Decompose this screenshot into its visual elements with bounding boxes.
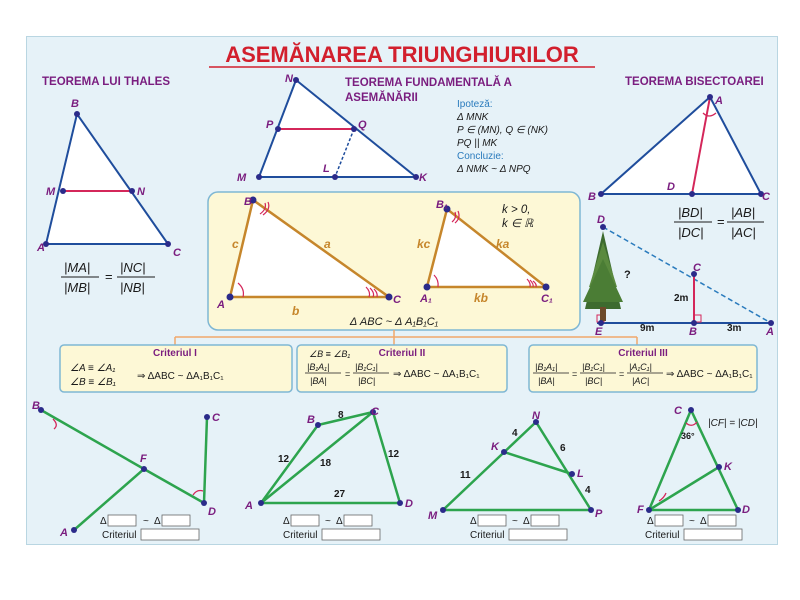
svg-text:|NC|: |NC|	[120, 260, 146, 275]
center-side-b: b	[292, 304, 300, 318]
svg-text:=: =	[717, 214, 725, 229]
fundamental-heading-1: TEOREMA FUNDAMENTALĂ A	[345, 77, 512, 89]
svg-text:Criteriul: Criteriul	[102, 530, 137, 541]
exercise-1-answer	[100, 515, 199, 541]
svg-text:Criteriul: Criteriul	[645, 530, 680, 541]
svg-text:D: D	[405, 498, 413, 510]
thales-label-m: M	[46, 186, 56, 198]
tree-height: 2m	[674, 293, 689, 304]
svg-text:Δ: Δ	[523, 516, 530, 527]
center-side-kb: kb	[474, 291, 489, 305]
svg-text:B: B	[32, 400, 40, 412]
fund-label-l: L	[323, 163, 330, 175]
svg-text:~: ~	[325, 516, 331, 527]
svg-text:B: B	[307, 414, 315, 426]
criteriul-3-title: Criteriul III	[618, 348, 668, 359]
svg-text:|NB|: |NB|	[120, 280, 145, 295]
thales-ratio	[61, 260, 155, 295]
center-label-b1: B₁	[436, 199, 448, 211]
ex1-answer-box-1[interactable]	[108, 515, 136, 526]
svg-text:D: D	[208, 506, 216, 518]
ex3-answer-box-1[interactable]	[478, 515, 506, 526]
svg-text:C: C	[371, 406, 379, 418]
tree-label-e: E	[595, 326, 603, 338]
svg-text:PQ || MK: PQ || MK	[457, 138, 498, 149]
center-label-c1: C₁	[541, 293, 553, 305]
bis-label-b: B	[588, 191, 596, 203]
exercise-3-answer	[470, 515, 567, 541]
svg-text:⇒ ΔABC ~ ΔA₁B₁C₁: ⇒ ΔABC ~ ΔA₁B₁C₁	[393, 369, 480, 380]
fund-label-q: Q	[358, 119, 367, 131]
thales-label-n: N	[137, 186, 145, 198]
svg-text:~: ~	[143, 516, 149, 527]
center-cond-2: k ∈ ℝ	[502, 218, 534, 230]
svg-text:Δ MNK: Δ MNK	[457, 112, 489, 123]
center-side-c: c	[232, 237, 239, 251]
svg-text:Δ: Δ	[470, 516, 477, 527]
center-relation: Δ ABC ~ Δ A₁B₁C₁	[349, 316, 439, 328]
svg-text:|AC|: |AC|	[731, 225, 756, 240]
svg-text:F: F	[637, 504, 644, 516]
poster	[26, 36, 778, 545]
svg-text:|BA|: |BA|	[310, 376, 327, 386]
svg-text:18: 18	[320, 458, 332, 469]
center-label-c: C	[393, 294, 401, 306]
bisector-heading: TEOREMA BISECTOAREI	[625, 76, 764, 88]
ex1-answer-box-2[interactable]	[162, 515, 190, 526]
center-label-a: A	[217, 299, 225, 311]
svg-text:K: K	[724, 461, 732, 473]
svg-text:|B₁A₁|: |B₁A₁|	[307, 362, 330, 372]
exercise-4-figure	[637, 405, 758, 516]
svg-text:=: =	[619, 369, 625, 379]
ex3-answer-box-2[interactable]	[531, 515, 559, 526]
center-cond-1: k > 0,	[502, 204, 531, 216]
svg-text:|AB|: |AB|	[731, 205, 756, 220]
svg-text:∠B ≡ ∠B₁: ∠B ≡ ∠B₁	[70, 377, 116, 388]
svg-text:Δ: Δ	[647, 516, 654, 527]
svg-text:⇒ ΔABC ~ ΔA₁B₁C₁: ⇒ ΔABC ~ ΔA₁B₁C₁	[666, 369, 753, 380]
svg-text:Δ: Δ	[154, 516, 161, 527]
svg-text:|DC|: |DC|	[678, 225, 704, 240]
svg-text:6: 6	[560, 443, 566, 454]
svg-text:Δ: Δ	[283, 516, 290, 527]
svg-text:L: L	[577, 468, 584, 480]
svg-text:K: K	[491, 441, 499, 453]
center-label-a1: A₁	[420, 293, 432, 305]
svg-text:|BC|: |BC|	[585, 376, 603, 386]
svg-text:Δ: Δ	[700, 516, 707, 527]
svg-text:Criteriul: Criteriul	[283, 530, 318, 541]
ex2-answer-box-1[interactable]	[291, 515, 319, 526]
tree-icon	[583, 231, 623, 321]
criteriul-2-title: Criteriul II	[378, 348, 426, 359]
criteriul-3-box	[529, 345, 757, 392]
svg-text:|BA|: |BA|	[538, 376, 555, 386]
svg-text:P ∈ (MN), Q ∈ (NK): P ∈ (MN), Q ∈ (NK)	[457, 125, 548, 136]
svg-text:|B₁C₁|: |B₁C₁|	[355, 362, 378, 372]
bis-label-a: A	[715, 95, 723, 107]
criteriul-1-box	[60, 345, 292, 392]
svg-text:|BC|: |BC|	[358, 376, 376, 386]
svg-text:Ipoteză:: Ipoteză:	[457, 99, 493, 110]
svg-text:=: =	[345, 369, 351, 379]
thales-label-a: A	[37, 242, 45, 254]
tree-dist-3: 3m	[727, 323, 742, 334]
ex4-answer-box-2[interactable]	[708, 515, 736, 526]
svg-text:⇒ ΔABC ~ ΔA₁B₁C₁: ⇒ ΔABC ~ ΔA₁B₁C₁	[137, 371, 224, 382]
exercise-2-figure	[244, 406, 413, 512]
ex3-criteriul-box[interactable]	[509, 529, 567, 540]
ex2-criteriul-box[interactable]	[322, 529, 380, 540]
svg-text:|MB|: |MB|	[64, 280, 91, 295]
tree-question: ?	[624, 269, 631, 281]
poster-title: ASEMĂNAREA TRIUNGHIURILOR	[225, 42, 579, 67]
ex4-answer-box-1[interactable]	[655, 515, 683, 526]
svg-text:|B₁C₁|: |B₁C₁|	[582, 362, 605, 372]
fund-label-n: N	[285, 73, 293, 85]
bisector-figure	[588, 94, 771, 203]
svg-text:|BD|: |BD|	[678, 205, 703, 220]
criteriul-2-box	[297, 345, 507, 392]
fundamental-hypothesis	[456, 99, 548, 175]
criteriul-1-title: Criteriul I	[153, 348, 197, 359]
exercise-2-answer	[283, 515, 380, 541]
svg-text:~: ~	[512, 516, 518, 527]
tree-label-a: A	[766, 326, 774, 338]
svg-text:A: A	[245, 500, 253, 512]
center-side-ka: ka	[496, 237, 510, 251]
svg-text:F: F	[140, 453, 147, 465]
svg-text:|CF| = |CD|: |CF| = |CD|	[708, 418, 758, 429]
center-side-kc: kc	[417, 237, 431, 251]
svg-text:A: A	[60, 527, 68, 539]
tree-label-d: D	[597, 214, 605, 226]
fund-label-p: P	[266, 119, 274, 131]
thales-label-c: C	[173, 247, 181, 259]
svg-text:8: 8	[338, 410, 344, 421]
svg-text:~: ~	[689, 516, 695, 527]
thales-heading: TEOREMA LUI THALES	[42, 76, 170, 88]
svg-text:∠A ≡ ∠A₁: ∠A ≡ ∠A₁	[70, 363, 116, 374]
fundamental-figure	[237, 73, 428, 184]
bis-label-c: C	[762, 191, 770, 203]
criteria-connectors	[175, 330, 637, 345]
svg-text:36°: 36°	[681, 431, 695, 441]
thales-label-b: B	[71, 98, 79, 110]
svg-text:=: =	[572, 369, 578, 379]
tree-label-b: B	[689, 326, 697, 338]
ex1-criteriul-box[interactable]	[141, 529, 199, 540]
svg-text:C: C	[212, 412, 220, 424]
svg-text:=: =	[105, 269, 113, 284]
ex4-criteriul-box[interactable]	[684, 529, 742, 540]
svg-text:11: 11	[460, 470, 471, 481]
svg-text:27: 27	[334, 489, 346, 500]
fund-label-m: M	[237, 172, 247, 184]
svg-text:|B₁A₁|: |B₁A₁|	[535, 362, 558, 372]
svg-text:Δ: Δ	[336, 516, 343, 527]
fundamental-heading-2: ASEMĂNĂRII	[345, 92, 418, 104]
bisector-ratio	[674, 205, 764, 240]
exercise-4-answer	[645, 515, 742, 541]
svg-text:C: C	[674, 405, 682, 417]
svg-text:Δ NMK ~ Δ NPQ: Δ NMK ~ Δ NPQ	[457, 164, 531, 175]
svg-text:M: M	[428, 510, 438, 522]
fund-label-k: K	[419, 172, 427, 184]
bis-label-d: D	[667, 181, 675, 193]
exercise-3-figure	[428, 410, 603, 522]
svg-text:Concluzie:: Concluzie:	[457, 151, 504, 162]
poster-graphic	[27, 37, 777, 544]
tree-label-c: C	[693, 262, 701, 274]
tree-dist-9: 9m	[640, 323, 655, 334]
svg-text:4: 4	[512, 428, 518, 439]
svg-text:12: 12	[388, 449, 400, 460]
ex2-answer-box-2[interactable]	[344, 515, 372, 526]
svg-text:Criteriul: Criteriul	[470, 530, 505, 541]
svg-text:|A₁C₁|: |A₁C₁|	[629, 362, 652, 372]
svg-text:P: P	[595, 508, 603, 520]
thales-figure	[36, 98, 182, 259]
center-label-b: B	[244, 196, 252, 208]
svg-text:4: 4	[585, 485, 591, 496]
svg-text:|AC|: |AC|	[632, 376, 650, 386]
svg-text:|MA|: |MA|	[64, 260, 91, 275]
svg-text:∠B ≡ ∠B₁: ∠B ≡ ∠B₁	[309, 349, 351, 359]
svg-text:N: N	[532, 410, 540, 422]
svg-text:Δ: Δ	[100, 516, 107, 527]
center-side-a: a	[324, 237, 331, 251]
svg-text:12: 12	[278, 454, 290, 465]
svg-text:D: D	[742, 504, 750, 516]
